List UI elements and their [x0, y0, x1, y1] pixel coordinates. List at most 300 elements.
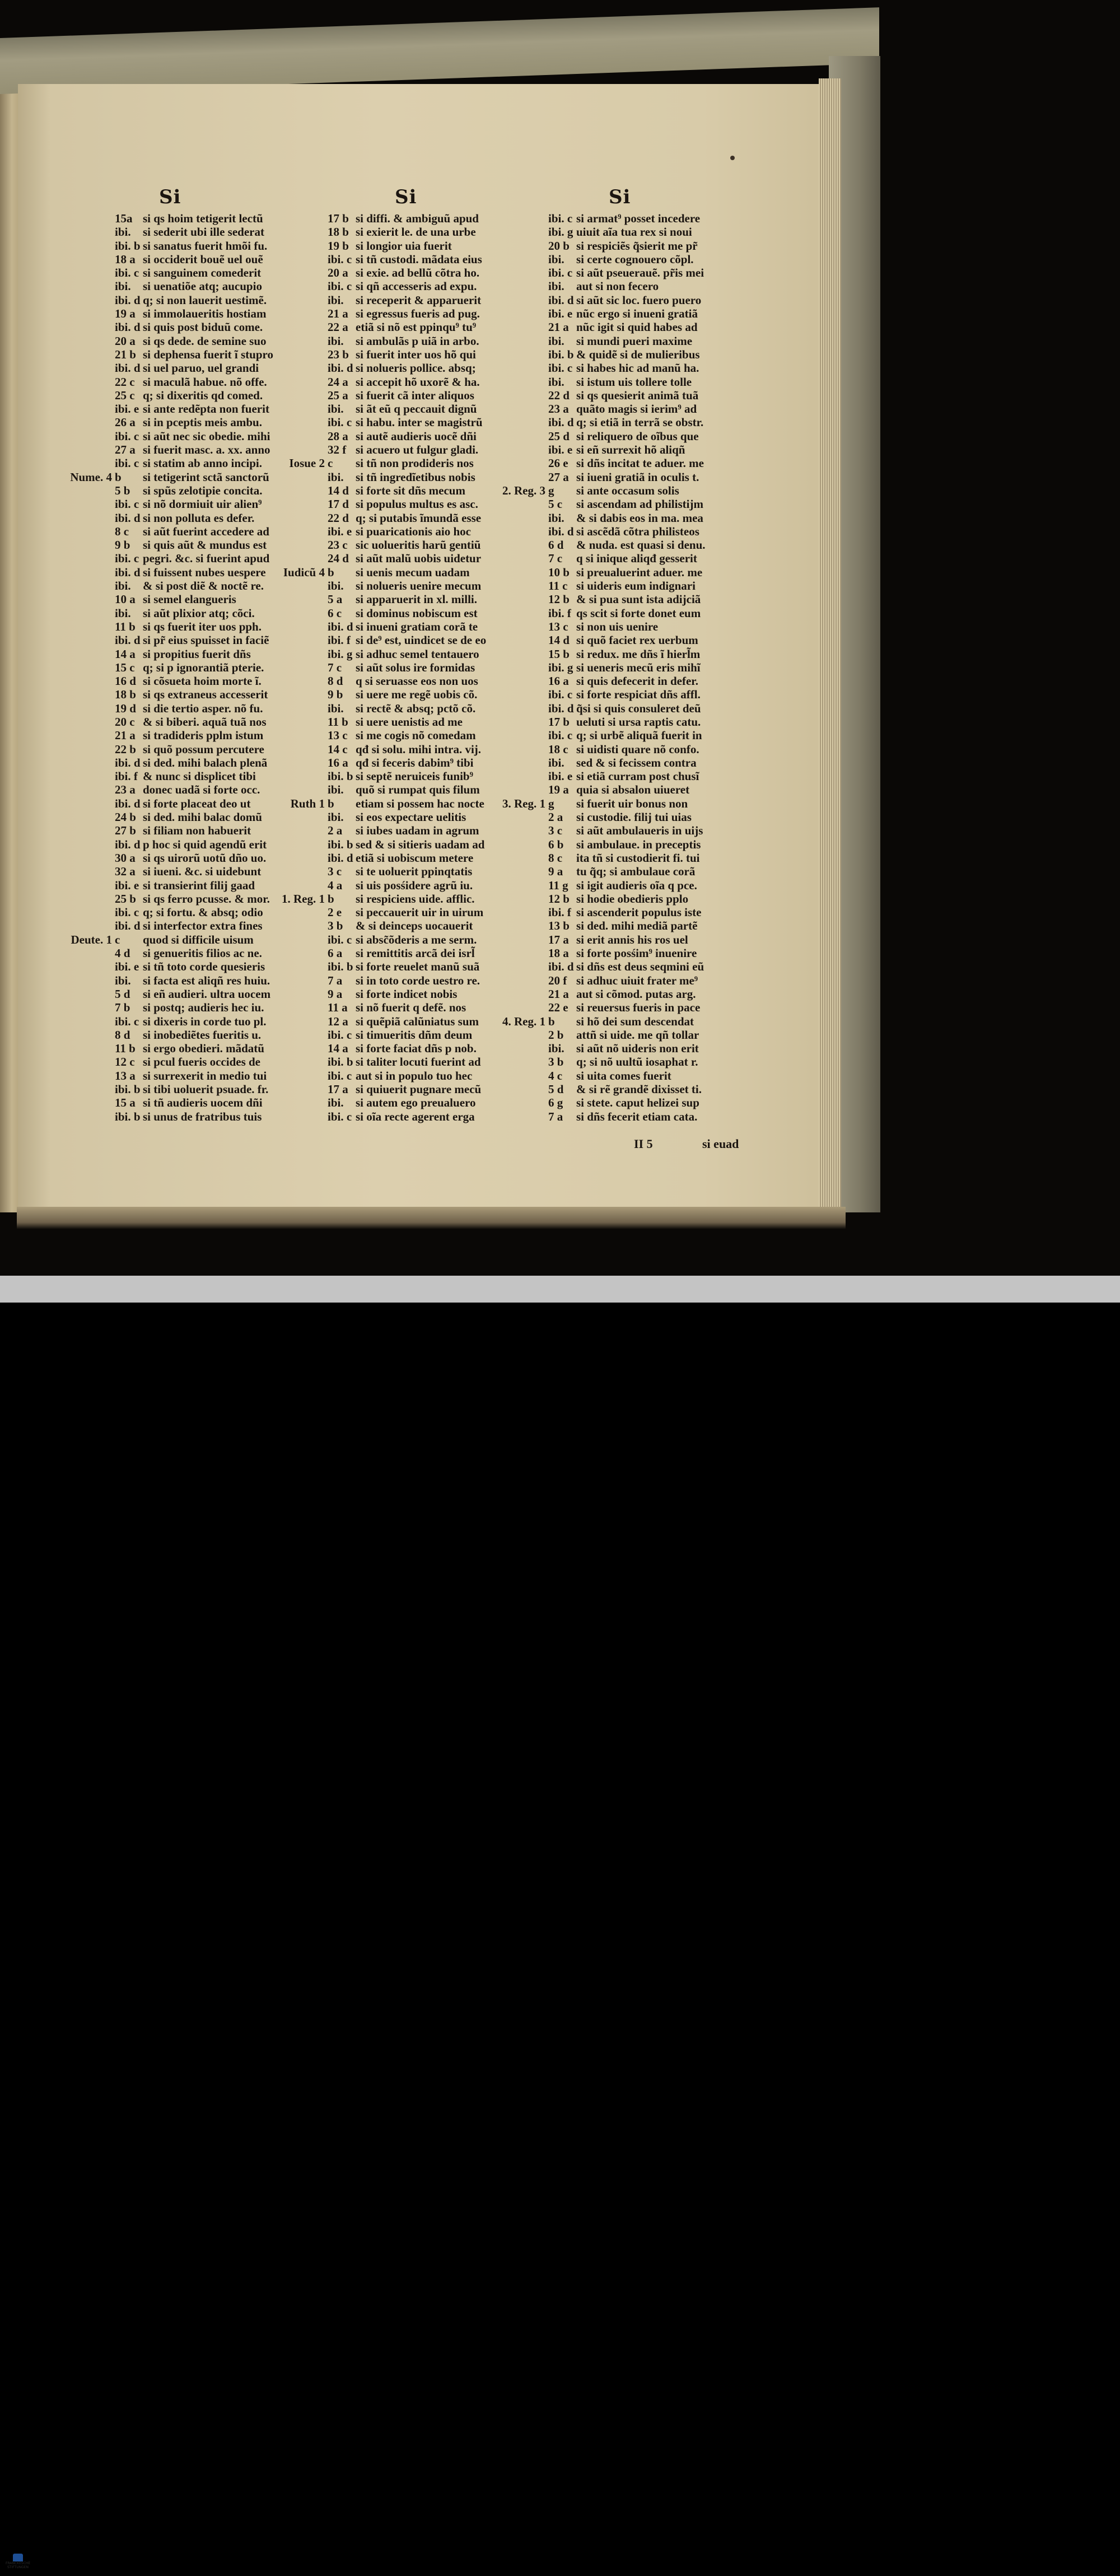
book-abbrev	[67, 756, 115, 769]
index-line	[280, 212, 526, 225]
book-abbrev	[67, 1042, 115, 1055]
book-abbrev	[280, 906, 328, 919]
book-abbrev	[501, 729, 548, 742]
book-abbrev	[67, 919, 115, 932]
index-line	[67, 334, 302, 348]
entry-text: quod si difficile uisum	[143, 932, 254, 946]
index-line	[280, 402, 526, 416]
entry-text: si aũt nec sic obedie. mihi	[143, 429, 270, 443]
index-line	[67, 225, 302, 239]
chapter-ref: ibi. b	[328, 769, 353, 783]
book-abbrev	[280, 293, 328, 307]
signature-mark: II 5	[634, 1137, 653, 1151]
chapter-ref: 11 b	[115, 1042, 136, 1056]
index-line	[67, 375, 302, 389]
chapter-ref: 23 a	[115, 783, 136, 797]
index-line	[67, 1028, 302, 1042]
book-abbrev	[280, 212, 328, 225]
chapter-ref: 22 c	[115, 375, 135, 389]
chapter-ref: 24 a	[328, 375, 348, 389]
book-abbrev	[501, 1069, 548, 1082]
book-abbrev	[67, 1015, 115, 1028]
index-line	[501, 592, 747, 606]
index-line	[501, 783, 747, 796]
book-abbrev	[280, 470, 328, 484]
entry-text: si tñ audieris uocem dñi	[143, 1096, 263, 1110]
book-abbrev	[501, 715, 548, 729]
book-abbrev	[67, 566, 115, 579]
book-abbrev	[67, 946, 115, 960]
index-column-3	[501, 212, 747, 1123]
entry-text: si aũt plixior atq; cõci.	[143, 606, 255, 620]
entry-text: q si inique aliqđ gesserit	[576, 552, 697, 566]
chapter-ref: ibi. c	[548, 266, 573, 280]
index-line	[67, 892, 302, 906]
chapter-ref: 8 c	[548, 851, 563, 865]
chapter-ref: 25 a	[328, 388, 348, 402]
book-abbrev	[280, 715, 328, 729]
chapter-ref: 5 c	[548, 497, 563, 511]
entry-text: & quidẽ si de mulieribus	[576, 347, 700, 361]
book-abbrev	[501, 538, 548, 552]
book-abbrev	[67, 389, 115, 402]
book-abbrev	[67, 633, 115, 647]
index-line	[280, 456, 526, 470]
index-line	[501, 865, 747, 878]
book-abbrev	[67, 538, 115, 552]
entry-text: si aũt ambulaueris in uijs	[576, 824, 703, 838]
chapter-ref: 28 a	[328, 429, 348, 443]
chapter-ref: ibi.	[548, 252, 564, 266]
index-line	[501, 606, 747, 620]
book-abbrev	[67, 824, 115, 837]
entry-text: si inobediẽtes fueritis u.	[143, 1028, 262, 1042]
chapter-ref: 27 a	[548, 470, 569, 484]
library-logo-mark	[13, 2554, 23, 2561]
entry-text: & si biberi. aquã tuã nos	[143, 715, 267, 729]
entry-text: si in toto corde uestro re.	[356, 973, 480, 987]
chapter-ref: 21 a	[328, 307, 348, 321]
book-abbrev	[501, 974, 548, 987]
book-abbrev	[280, 783, 328, 796]
chapter-ref: 27 a	[115, 443, 136, 457]
index-line	[501, 1001, 747, 1014]
book-abbrev	[501, 769, 548, 783]
chapter-ref: ibi. b	[115, 1109, 141, 1123]
book-abbrev	[280, 225, 328, 239]
entry-text: etiã si nõ est ppinqu⁹ tu⁹	[356, 320, 477, 334]
chapter-ref: 20 a	[328, 266, 348, 280]
entry-text: nũc ergo si inueni gratiã	[576, 307, 698, 321]
entry-text: si etiã curram post chusĩ	[576, 769, 699, 783]
chapter-ref: 25 c	[115, 388, 135, 402]
entry-text: si longior uia fuerit	[356, 239, 452, 253]
entry-text: nũc igit si quid habes ad	[576, 320, 698, 334]
entry-text: si uere uenistis ad me	[356, 715, 463, 729]
chapter-ref: 16 a	[548, 674, 569, 688]
chapter-ref: ibi. c	[548, 212, 573, 225]
book-abbrev	[501, 456, 548, 470]
book-abbrev	[280, 1069, 328, 1082]
book-abbrev	[501, 402, 548, 416]
index-line	[280, 1055, 526, 1068]
entry-text: ueluti si ursa raptis catu.	[576, 715, 701, 729]
entry-text: si te uoluerit ppinqtatis	[356, 865, 473, 879]
chapter-ref: 3 b	[328, 919, 343, 933]
book-abbrev	[67, 1110, 115, 1123]
index-line	[280, 647, 526, 661]
book-abbrev	[67, 620, 115, 633]
book-abbrev	[501, 320, 548, 334]
index-line	[501, 919, 747, 932]
entry-text: si qs uirorũ uotũ dño uo.	[143, 851, 267, 865]
chapter-ref: ibi.	[548, 334, 564, 348]
chapter-ref: ibi. d	[115, 293, 141, 307]
entry-text: tu q̃q; si ambulaue corã	[576, 865, 696, 879]
index-line	[280, 239, 526, 253]
index-line	[501, 279, 747, 293]
chapter-ref: ibi. e	[115, 878, 139, 892]
book-abbrev	[501, 348, 548, 361]
entry-text: si absc̃õderis a me serm.	[356, 932, 477, 946]
chapter-ref: 20 a	[115, 334, 136, 348]
index-line	[67, 307, 302, 320]
index-line	[501, 334, 747, 348]
index-line	[67, 361, 302, 375]
chapter-ref: 14 a	[328, 1042, 348, 1056]
index-line	[280, 919, 526, 932]
book-abbrev	[501, 783, 548, 796]
index-line	[280, 225, 526, 239]
index-line	[280, 674, 526, 688]
entry-text: si taliter locuti fuerint ad	[356, 1055, 481, 1069]
book-abbrev	[67, 293, 115, 307]
book-abbrev	[280, 1055, 328, 1068]
book-abbrev	[501, 810, 548, 824]
book-abbrev	[280, 579, 328, 592]
index-line	[280, 375, 526, 389]
chapter-ref: 19 a	[548, 783, 569, 797]
book-abbrev	[501, 430, 548, 443]
book-abbrev	[501, 470, 548, 484]
index-line	[67, 743, 302, 756]
chapter-ref: ibi.	[328, 470, 344, 484]
chapter-ref: ibi.	[328, 579, 344, 593]
entry-text: si hodie obedieris pplo	[576, 892, 689, 906]
entry-text: si non uis uenire	[576, 619, 659, 633]
chapter-ref: ibi. d	[328, 619, 353, 633]
index-line	[501, 266, 747, 279]
entry-text: si interfector extra fines	[143, 919, 263, 933]
index-line	[280, 661, 526, 674]
entry-text: si nõ dormiuit uir alien⁹	[143, 497, 262, 511]
book-abbrev	[280, 1028, 328, 1042]
chapter-ref: ibi. c	[115, 429, 139, 443]
index-line	[67, 470, 302, 484]
index-line	[280, 702, 526, 715]
chapter-ref: ibi.	[115, 225, 131, 239]
index-line	[501, 892, 747, 906]
book-abbrev	[67, 239, 115, 253]
entry-text: si tibi uoluerit psuade. fr.	[143, 1082, 269, 1096]
entry-text: si quis post biduũ come.	[143, 320, 263, 334]
book-abbrev	[501, 674, 548, 688]
book-abbrev	[280, 769, 328, 783]
book-abbrev	[280, 389, 328, 402]
chapter-ref: 32 a	[115, 865, 136, 879]
book-abbrev	[501, 566, 548, 579]
chapter-ref: ibi. b	[328, 1055, 353, 1069]
book-abbrev	[280, 375, 328, 389]
index-line	[280, 892, 526, 906]
entry-text: si qs extraneus accesserit	[143, 688, 268, 702]
entry-text: si cõsueta hoim morte ĩ.	[143, 674, 262, 688]
index-line	[280, 715, 526, 729]
index-line	[501, 946, 747, 960]
book-abbrev	[501, 293, 548, 307]
book-abbrev	[501, 1082, 548, 1096]
entry-text: si fuerit inter uos hõ qui	[356, 347, 476, 361]
entry-text: si in pceptis meis ambu.	[143, 416, 262, 430]
entry-text: si non polluta es defer.	[143, 511, 255, 525]
entry-text: si forte reuelet manũ suã	[356, 960, 480, 974]
entry-text: si mundi pueri maxime	[576, 334, 693, 348]
entry-text: si spũs zelotipie concita.	[143, 483, 263, 497]
index-line	[280, 592, 526, 606]
entry-text: si adhuc semel tentauero	[356, 647, 479, 661]
index-line	[67, 633, 302, 647]
entry-text: si uidisti quare nõ confo.	[576, 742, 699, 756]
book-abbrev	[67, 606, 115, 620]
entry-text: si armat⁹ posset incedere	[576, 212, 701, 225]
book-abbrev	[280, 443, 328, 456]
index-line	[280, 307, 526, 320]
chapter-ref: ibi. d	[548, 524, 574, 538]
index-line	[67, 797, 302, 810]
chapter-ref: ibi. e	[115, 402, 139, 416]
book-abbrev	[280, 933, 328, 946]
entry-text: si autẽ audieris uocẽ dñi	[356, 429, 477, 443]
book-abbrev: Iudicũ 4	[283, 565, 325, 579]
chapter-ref: 5 b	[115, 483, 130, 497]
entry-text: q; si putabis ĩmundã esse	[356, 511, 482, 525]
index-line	[501, 810, 747, 824]
entry-text: si ascenderit populus iste	[576, 906, 702, 920]
chapter-ref: ibi. e	[328, 524, 352, 538]
entry-text: si certe cognouero cõpl.	[576, 252, 694, 266]
chapter-ref: ibi. b	[115, 1082, 141, 1096]
book-abbrev	[501, 1110, 548, 1123]
entry-text: etiã si uobiscum metere	[356, 851, 474, 865]
index-line	[67, 933, 302, 946]
book-abbrev	[280, 592, 328, 606]
index-line	[280, 1028, 526, 1042]
chapter-ref: 22 a	[328, 320, 348, 334]
index-line	[501, 879, 747, 892]
book-abbrev	[67, 279, 115, 293]
book-abbrev	[280, 633, 328, 647]
entry-text: pegri. &c. si fuerint apud	[143, 552, 270, 566]
book-abbrev	[501, 879, 548, 892]
index-line	[280, 620, 526, 633]
entry-text: qđ si feceris dabim⁹ tibi	[356, 755, 474, 769]
entry-text: si nolueris pollice. absq;	[356, 361, 476, 375]
chapter-ref: 18 b	[328, 225, 349, 239]
index-line	[501, 484, 747, 497]
entry-text: si dixeris in corde tuo pl.	[143, 1014, 267, 1028]
entry-text: si aũt pseuerauẽ. pr̃is mei	[576, 266, 704, 280]
book-abbrev	[280, 239, 328, 253]
index-line	[67, 1042, 302, 1055]
book-abbrev	[280, 1042, 328, 1055]
entry-text: si de⁹ est, uindicet se de eo	[356, 633, 487, 647]
index-line	[67, 212, 302, 225]
chapter-ref: ibi. e	[548, 307, 573, 321]
book-abbrev	[67, 974, 115, 987]
chapter-ref: ibi. c	[328, 279, 352, 293]
index-line	[67, 620, 302, 633]
index-line	[280, 606, 526, 620]
book-abbrev	[67, 497, 115, 511]
entry-text: si oĩa recte agerent erga	[356, 1109, 475, 1123]
chapter-ref: 21 a	[548, 320, 569, 334]
chapter-ref: 17 b	[328, 212, 349, 225]
chapter-ref: 16 d	[115, 674, 136, 688]
book-abbrev	[501, 525, 548, 538]
book-abbrev	[67, 729, 115, 742]
chapter-ref: 2 a	[548, 810, 563, 824]
index-line	[280, 253, 526, 266]
book-abbrev	[501, 838, 548, 851]
entry-text: si eñ surrexit hõ aliqñ	[576, 443, 685, 457]
entry-text: si postq; audieris hec iu.	[143, 1001, 264, 1015]
entry-text: & nunc si displicet tibi	[143, 769, 256, 783]
index-line	[67, 538, 302, 552]
index-line	[501, 851, 747, 865]
chapter-ref: ibi. d	[115, 837, 141, 851]
entry-text: si tñ non prodideris nos	[356, 456, 474, 470]
book-abbrev	[67, 1028, 115, 1042]
entry-text: si uideris eum indignari	[576, 579, 696, 593]
chapter-ref: 15 a	[115, 1096, 136, 1110]
entry-text: & si pua sunt ista adijciã	[576, 592, 701, 606]
chapter-ref: 9 b	[115, 538, 130, 552]
chapter-ref: 15 b	[548, 647, 570, 661]
index-line	[280, 538, 526, 552]
chapter-ref: ibi. c	[115, 1014, 139, 1028]
index-line	[280, 987, 526, 1001]
entry-text: si autem ego preualuero	[356, 1096, 476, 1110]
index-line	[67, 1069, 302, 1082]
chapter-ref: ibi. c	[115, 906, 139, 920]
book-abbrev	[501, 919, 548, 932]
entry-text: si inueni gratiam corã te	[356, 619, 478, 633]
entry-text: si forte faciat dñs p nob.	[356, 1042, 477, 1056]
entry-text: & si post diẽ & noctẽ re.	[143, 579, 264, 593]
book-abbrev	[67, 253, 115, 266]
binding-board-top	[0, 7, 879, 94]
index-line	[280, 1015, 526, 1028]
book-abbrev	[67, 702, 115, 715]
chapter-ref: b	[548, 1014, 555, 1028]
chapter-ref: 23 b	[328, 347, 349, 361]
chapter-ref: 26 a	[115, 416, 136, 430]
chapter-ref: 32 f	[328, 443, 347, 457]
chapter-ref: 11 b	[115, 619, 136, 633]
chapter-ref: ibi. d	[548, 960, 574, 974]
book-abbrev	[67, 1001, 115, 1014]
chapter-ref: 24 d	[328, 552, 349, 566]
index-line	[280, 633, 526, 647]
chapter-ref: ibi.	[328, 1096, 344, 1110]
chapter-ref: 12 b	[548, 892, 570, 906]
chapter-ref: ibi.	[548, 1042, 564, 1056]
index-line	[280, 416, 526, 429]
book-abbrev	[280, 1001, 328, 1014]
index-line	[501, 307, 747, 320]
chapter-ref: 2 b	[548, 1028, 564, 1042]
entry-text: q; si p ignorantiã pterie.	[143, 660, 264, 674]
index-line	[67, 525, 302, 538]
chapter-ref: ibi. c	[328, 252, 352, 266]
chapter-ref: 12 a	[328, 1014, 348, 1028]
entry-text: si egressus fueris ad pug.	[356, 307, 480, 321]
book-abbrev	[67, 307, 115, 320]
entry-text: si iueni. &c. si uidebunt	[143, 865, 262, 879]
chapter-ref: 14 d	[548, 633, 570, 647]
chapter-ref: ibi.	[115, 279, 131, 293]
index-line	[501, 620, 747, 633]
index-line	[280, 974, 526, 987]
entry-text: aut si cõmod. putas arg.	[576, 987, 696, 1001]
index-line	[501, 729, 747, 742]
book-abbrev	[501, 865, 548, 878]
book-abbrev	[280, 865, 328, 878]
index-line	[67, 838, 302, 851]
entry-text: q; si fortu. & absq; odio	[143, 906, 263, 920]
index-line	[280, 1082, 526, 1096]
chapter-ref: b	[115, 470, 122, 484]
chapter-ref: 17 a	[328, 1082, 348, 1096]
entry-text: si puaricationis aio hoc	[356, 524, 471, 538]
book-abbrev	[280, 838, 328, 851]
entry-text: si immolaueritis hostiam	[143, 307, 267, 321]
chapter-ref: 3 b	[548, 1055, 564, 1069]
chapter-ref: ibi. g	[328, 647, 353, 661]
entry-text: si nõ fuerit q defẽ. nos	[356, 1001, 466, 1015]
index-line	[501, 987, 747, 1001]
book-abbrev	[67, 511, 115, 525]
book-abbrev	[501, 620, 548, 633]
book-abbrev	[280, 606, 328, 620]
entry-text: si qñ accesseris ad expu.	[356, 279, 477, 293]
index-line	[501, 1069, 747, 1082]
chapter-ref: 7 a	[328, 973, 343, 987]
index-line	[280, 851, 526, 865]
book-abbrev	[501, 960, 548, 973]
book-abbrev	[501, 1096, 548, 1109]
entry-text: si uenatiõe atq; aucupio	[143, 279, 262, 293]
chapter-ref: 14 d	[328, 483, 349, 497]
index-line	[280, 334, 526, 348]
book-abbrev	[280, 1110, 328, 1123]
chapter-ref: 8 d	[115, 1028, 130, 1042]
entry-text: q; si non lauerit uestimẽ.	[143, 293, 267, 307]
printed-page	[18, 84, 824, 1210]
index-line	[501, 1055, 747, 1068]
entry-text: si tetigerint sctã sanctorũ	[143, 470, 269, 484]
book-abbrev	[280, 279, 328, 293]
